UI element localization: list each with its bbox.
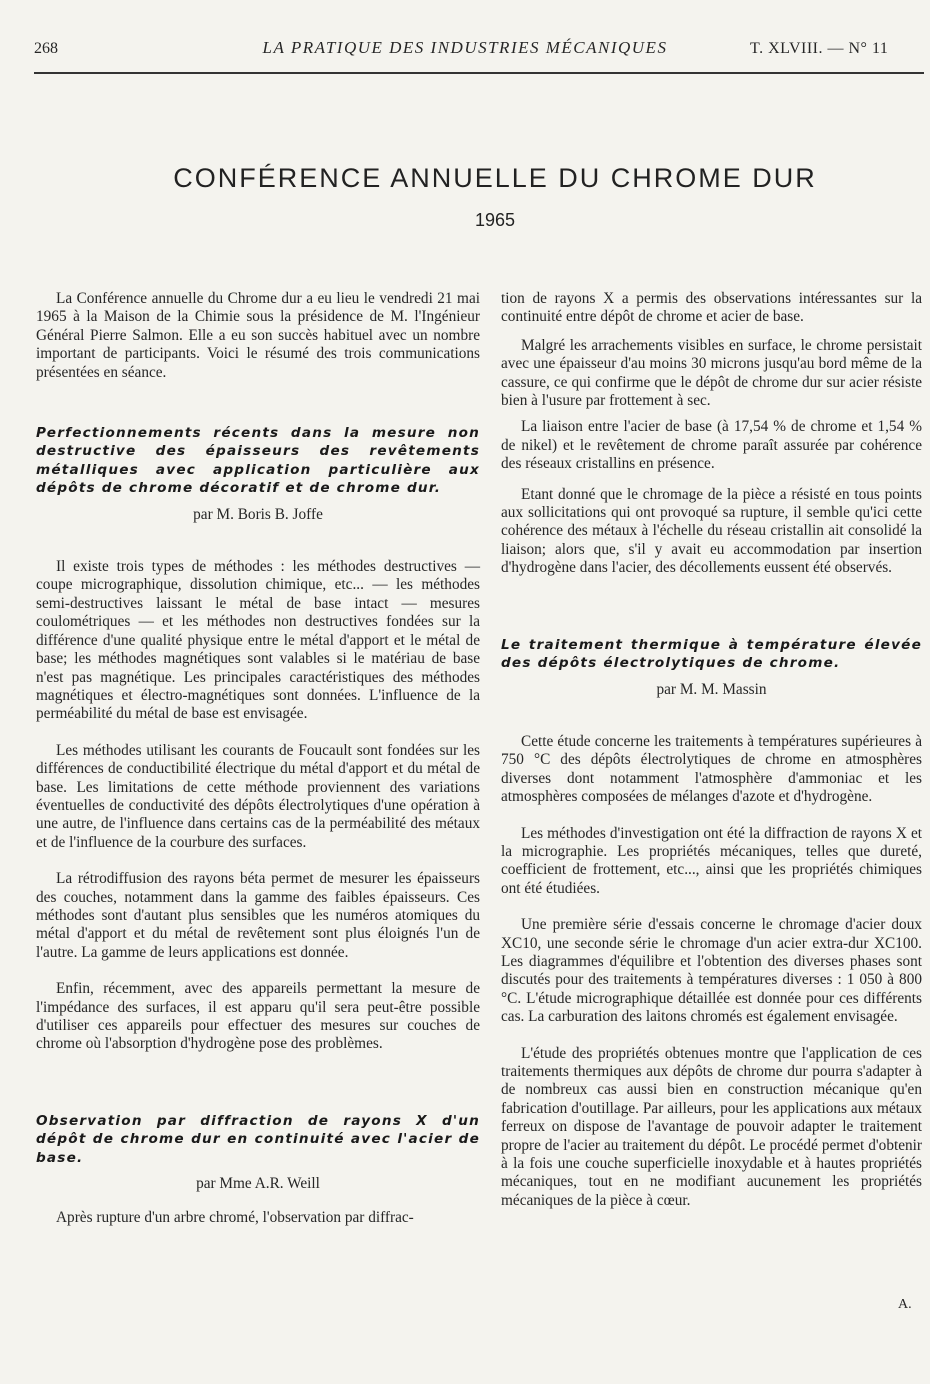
section1-paragraph: Enfin, récemment, avec des appareils permettant la mesure de l'impédance des surfaces, il est apparu qu'il sera peut-être possible d'utiliser ces appareils pour effectuer des mesures sur couches de chrome où l'absorption d'hydrogène pose des problèmes. [36, 980, 480, 1053]
section2-paragraph: La liaison entre l'acier de base (à 17,54 % de chrome et 1,54 % de nikel) et le revêtement de chrome paraît assurée par cohérence des réseaux cristallins en présence. [501, 418, 922, 473]
left-column [36, 290, 480, 1246]
page-number: 268 [34, 40, 58, 57]
section3-paragraph: Les méthodes d'investigation ont été la diffraction de rayons X et la micrographie. Les propriétés mécaniques, telles que dureté, coefficient de frottement, etc..., ainsi que les propriétés chimiques ont été étudiées. [501, 824, 922, 897]
section-byline-2: par Mme A.R. Weill [196, 1175, 320, 1193]
author-signature: A. [898, 1297, 912, 1312]
section-heading-2: Observation par diffraction de rayons X d'un dépôt de chrome dur en continuité avec l'acier de base. [36, 1112, 480, 1166]
section2-paragraph-start: Après rupture d'un arbre chromé, l'observation par diffrac- [56, 1209, 414, 1227]
intro-paragraph: La Conférence annuelle du Chrome dur a eu lieu le vendredi 21 mai 1965 à la Maison de la Chimie sous la présidence de M. l'Ingénieur Général Pierre Salmon. Elle a eu son succès habituel avec un nombre important de participants. Voici le résumé des trois communications présentées en séance. [36, 290, 480, 381]
section1-paragraph: Il existe trois types de méthodes : les méthodes destructives — coupe micrographique, dissolution chimique, etc... — les méthodes semi-destructives laissant le métal de base intact — mesures coulométriques — et les méthodes non destructives fondées sur la différence d'une qualité physique entre le métal d'apport et le métal de base; les méthodes magnétiques sont valables si le matériau de base n'est pas magnétique. Les principales caractéristiques des méthodes magnétiques et électro-magnétiques sont données. L'influence de la perméabilité du métal de base est envisagée. [36, 558, 480, 723]
section-byline-3: par M. M. Massin [656, 680, 767, 698]
section-byline-1: par M. Boris B. Joffe [193, 505, 323, 523]
issue-number: T. XLVIII. — N° 11 [750, 40, 889, 57]
page-header [0, 38, 930, 62]
section2-paragraph: Malgré les arrachements visibles en surface, le chrome persistait avec une épaisseur d'au moins 30 microns jusqu'au bord même de la cassure, ce qui confirme que le dépôt de chrome dur sur acier résiste bien à l'usure par frottement à sec. [501, 336, 922, 410]
journal-title: LA PRATIQUE DES INDUSTRIES MÉCANIQUES [262, 38, 668, 57]
section2-paragraph: Etant donné que le chromage de la pièce a résisté en tous points aux sollicitations qui ont provoqué sa rupture, il semble qu'ici cette cohérence des métaux à l'échelle du réseau cristallin ait consolidé la liaison; alors que, s'il y avait eu accommodation par insertion d'hydrogène dans l'acier, des décollements eussent été observés. [501, 485, 922, 577]
section1-paragraph: La rétrodiffusion des rayons béta permet de mesurer les épaisseurs des couches, notamment dans la gamme des faibles épaisseurs. Ces méthodes sont d'autant plus sensibles que les numéros atomiques du métal d'apport et du métal de revêtement sont plus éloignés l'un de l'autre. La gamme de leurs applications est donnée. [36, 870, 480, 961]
article-title: CONFÉRENCE ANNUELLE DU CHROME DUR [173, 163, 817, 193]
section1-paragraph: Les méthodes utilisant les courants de Foucault sont fondées sur les différences de conductibilité électrique du métal d'apport et du métal de base. Les limitations de cette méthode proviennent des variations éventuelles de conductivité des dépôts électrolytiques d'une opération à une autre, de l'influence dans certains cas de la perméabilité des métaux et de l'influence de la courbure des surfaces. [36, 741, 480, 851]
article-year: 1965 [474, 210, 516, 230]
header-rule [34, 72, 924, 74]
section2-paragraph-continued: tion de rayons X a permis des observations intéressantes sur la continuité entre dépôt de chrome et acier de base. [501, 290, 922, 326]
section3-paragraph: Cette étude concerne les traitements à températures supérieures à 750 °C des dépôts électrolytiques de chrome en atmosphères diverses dont notamment l'atmosphère d'ammoniac et les atmosphères composées de mélanges d'azote et d'hydrogène. [501, 732, 922, 806]
right-column [501, 290, 922, 1228]
section-heading-1: Perfectionnements récents dans la mesure non destructive des épaisseurs des revêtements métalliques avec application particulière aux dépôts de chrome décoratif et de chrome dur. [36, 425, 480, 497]
section3-paragraph: L'étude des propriétés obtenues montre que l'application de ces traitements thermiques aux dépôts de chrome dur pourra s'adapter à de nombreux cas aussi bien en construction mécanique qu'en fabrication d'outillage. Par ailleurs, pour les applications aux métaux ferreux on dispose de l'avantage de pouvoir adapter le traitement propre de l'acier au traitement du dépôt. Le procédé permet d'obtenir à la fois une couche superficielle inoxydable et à hautes propriétés mécaniques, tout en ne modifiant aucunement les propriétés mécaniques de la pièce à cœur. [501, 1044, 922, 1209]
section3-paragraph: Une première série d'essais concerne le chromage d'acier doux XC10, une seconde série le chromage d'un acier extra-dur XC100. Les diagrammes d'équilibre et l'obtention des diverses phases sont discutés pour des traitements à températures diverses : 1 050 à 800 °C. L'étude micrographique détaillée est donnée pour ces différents cas. La carburation des laitons chromés est également envisagée. [501, 916, 922, 1026]
section-heading-3: Le traitement thermique à température élevée des dépôts électrolytiques de chrome. [501, 636, 922, 672]
